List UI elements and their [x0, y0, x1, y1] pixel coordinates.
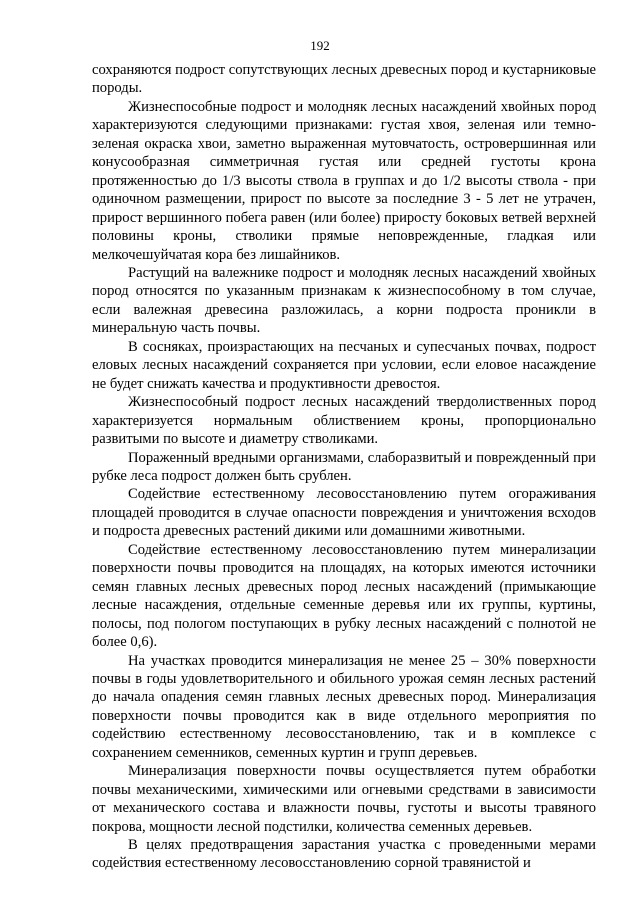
- paragraph: Содействие естественному лесовосстановлению путем огораживания площадей проводится в случае опасности повреждения и уничтожения всходов и подроста древесных растений дикими или домашними животными.: [92, 486, 596, 540]
- paragraph: В сосняках, произрастающих на песчаных и супесчаных почвах, подрост еловых лесных насаждений сохраняется при условии, если еловое насаждение не будет снижать качества и продуктивности древостоя.: [92, 338, 596, 392]
- paragraph: Пораженный вредными организмами, слаборазвитый и поврежденный при рубке леса подрост должен быть срублен.: [92, 449, 596, 484]
- body-text: [92, 61, 596, 873]
- paragraph: сохраняются подрост сопутствующих лесных древесных пород и кустарниковые породы.: [92, 62, 596, 97]
- paragraph: Растущий на валежнике подрост и молодняк лесных насаждений хвойных пород относятся по указанным признакам к жизнеспособному в том случае, если валежная древесина разложилась, а корни подроста проникли в минеральную часть почвы.: [92, 264, 596, 337]
- paragraph: Содействие естественному лесовосстановлению путем минерализации поверхности почвы проводится на площадях, на которых имеются источники семян главных лесных древесных пород лесных насаждений (примыкающие лесные насаждения, отдельные семенные деревья или их группы, куртины, полосы, под пологом поступающих в рубку лесных насаждений с полнотой не более 0,6).: [92, 541, 596, 651]
- paragraph: Жизнеспособные подрост и молодняк лесных насаждений хвойных пород характеризуются следующими признаками: густая хвоя, зеленая или темно-зеленая окраска хвои, заметно выраженная мутовчатость, островершинная или конусообразная симметричная густая или средней густоты крона протяженностью до 1/3 высоты ствола в группах и до 1/2 высоты ствола - при одиночном размещении, прирост по высоте за последние 3 - 5 лет не утрачен, прирост вершинного побега равен (или более) приросту боковых ветвей верхней половины кроны, стволики прямые неповрежденные, гладкая или мелкочешуйчатая кора без лишайников.: [92, 98, 596, 263]
- paragraph: В целях предотвращения зарастания участка с проведенными мерами содействия естественному лесовосстановлению сорной травянистой и: [92, 837, 596, 872]
- paragraph: Минерализация поверхности почвы осуществляется путем обработки почвы механическими, химическими или огневыми средствами в зависимости от механического состава и влажности почвы, густоты и высоты травяного покрова, мощности лесной подстилки, количества семенных деревьев.: [92, 763, 596, 835]
- paragraph: Жизнеспособный подрост лесных насаждений твердолиственных пород характеризуется нормальным облиствением кроны, пропорционально развитыми по высоте и диаметру стволиками.: [92, 394, 596, 448]
- page-number: 192: [310, 38, 330, 53]
- paragraph: На участках проводится минерализация не менее 25 – 30% поверхности почвы в годы удовлетворительного и обильного урожая семян лесных растений до начала опадения семян главных лесных древесных пород. Минерализация поверхности почвы проводится как в виде отдельного мероприятия по содействию естественному лесовосстановлению, так и в комплексе с сохранением семенников, семенных куртин и групп деревьев.: [92, 652, 596, 761]
